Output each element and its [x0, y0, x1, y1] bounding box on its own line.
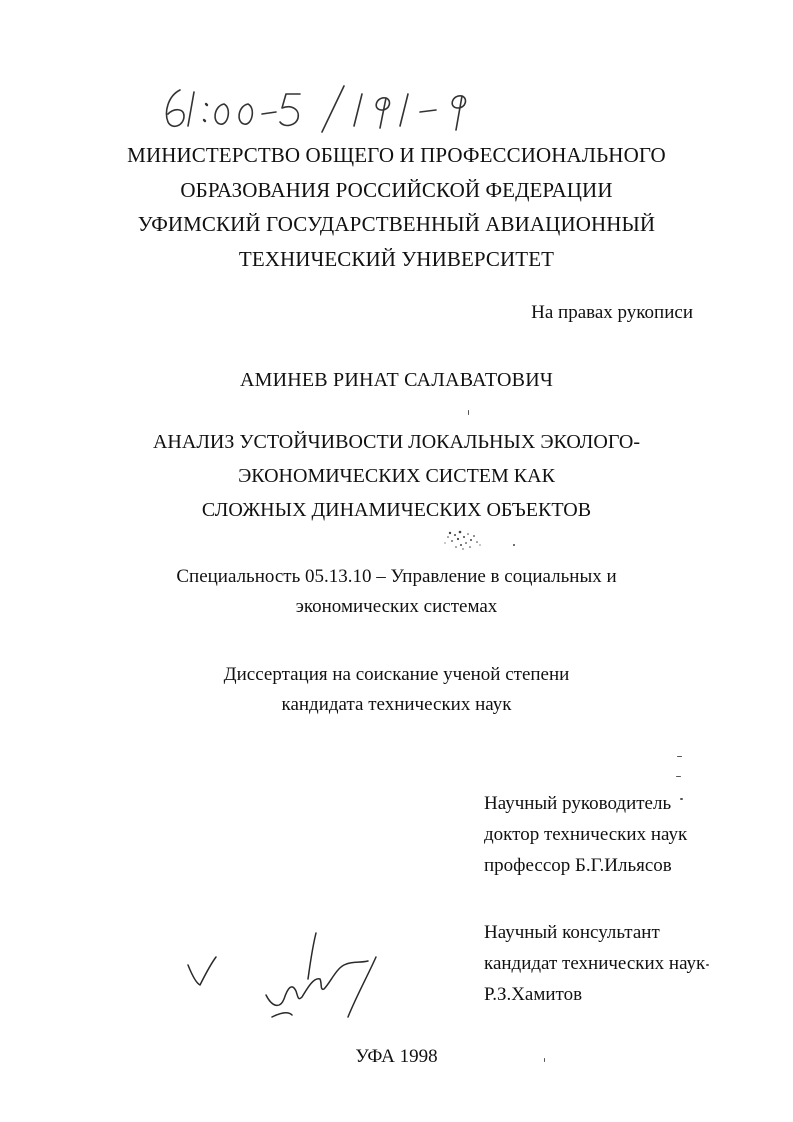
specialty	[0, 562, 793, 622]
organization-header	[0, 138, 793, 276]
author-signature	[180, 925, 400, 1035]
ministry-line-1: МИНИСТЕРСТВО ОБЩЕГО И ПРОФЕССИОНАЛЬНОГО	[127, 143, 666, 167]
consultant-degree: кандидат технических наук	[484, 953, 706, 974]
scan-speck	[706, 964, 709, 966]
manuscript-rights-note: На правах рукописи	[531, 302, 693, 323]
degree-statement	[0, 660, 793, 720]
thesis-title	[0, 425, 793, 527]
specialty-line-2: экономических системах	[295, 596, 498, 617]
author-name: АМИНЕВ РИНАТ САЛАВАТОВИЧ	[239, 369, 554, 391]
scientific-supervisor	[484, 788, 687, 881]
handwritten-archive-code	[158, 82, 488, 134]
title-line-2: ЭКОНОМИЧЕСКИХ СИСТЕМ КАК	[238, 465, 555, 487]
scan-speck	[677, 756, 682, 757]
consultant-role: Научный консультант	[484, 922, 660, 943]
city-and-year: УФА 1998	[355, 1046, 438, 1067]
supervisor-name: профессор Б.Г.Ильясов	[484, 855, 672, 876]
ministry-line-2: ОБРАЗОВАНИЯ РОССИЙСКОЙ ФЕДЕРАЦИИ	[180, 177, 613, 202]
title-line-3: СЛОЖНЫХ ДИНАМИЧЕСКИХ ОБЪЕКТОВ	[201, 499, 592, 521]
archive-code-text: 61:00-5/191-9	[158, 82, 164, 83]
supervisor-role: Научный руководитель	[484, 793, 672, 814]
degree-line-1: Диссертация на соискание ученой степени	[223, 664, 570, 685]
university-line-1: УФИМСКИЙ ГОСУДАРСТВЕННЫЙ АВИАЦИОННЫЙ	[137, 212, 656, 236]
consultant-name: Р.З.Хамитов	[484, 984, 583, 1005]
specialty-line-1: Специальность 05.13.10 – Управление в социальных и	[176, 566, 617, 587]
scan-smudge	[430, 525, 520, 560]
scan-speck	[468, 410, 469, 415]
university-line-2: ТЕХНИЧЕСКИЙ УНИВЕРСИТЕТ	[238, 246, 555, 271]
scientific-consultant	[484, 917, 705, 1010]
title-line-1: АНАЛИЗ УСТОЙЧИВОСТИ ЛОКАЛЬНЫХ ЭКОЛОГО-	[152, 431, 640, 453]
supervisor-degree: доктор технических наук	[484, 824, 688, 845]
scan-speck	[676, 776, 681, 777]
degree-line-2: кандидата технических наук	[281, 694, 512, 715]
